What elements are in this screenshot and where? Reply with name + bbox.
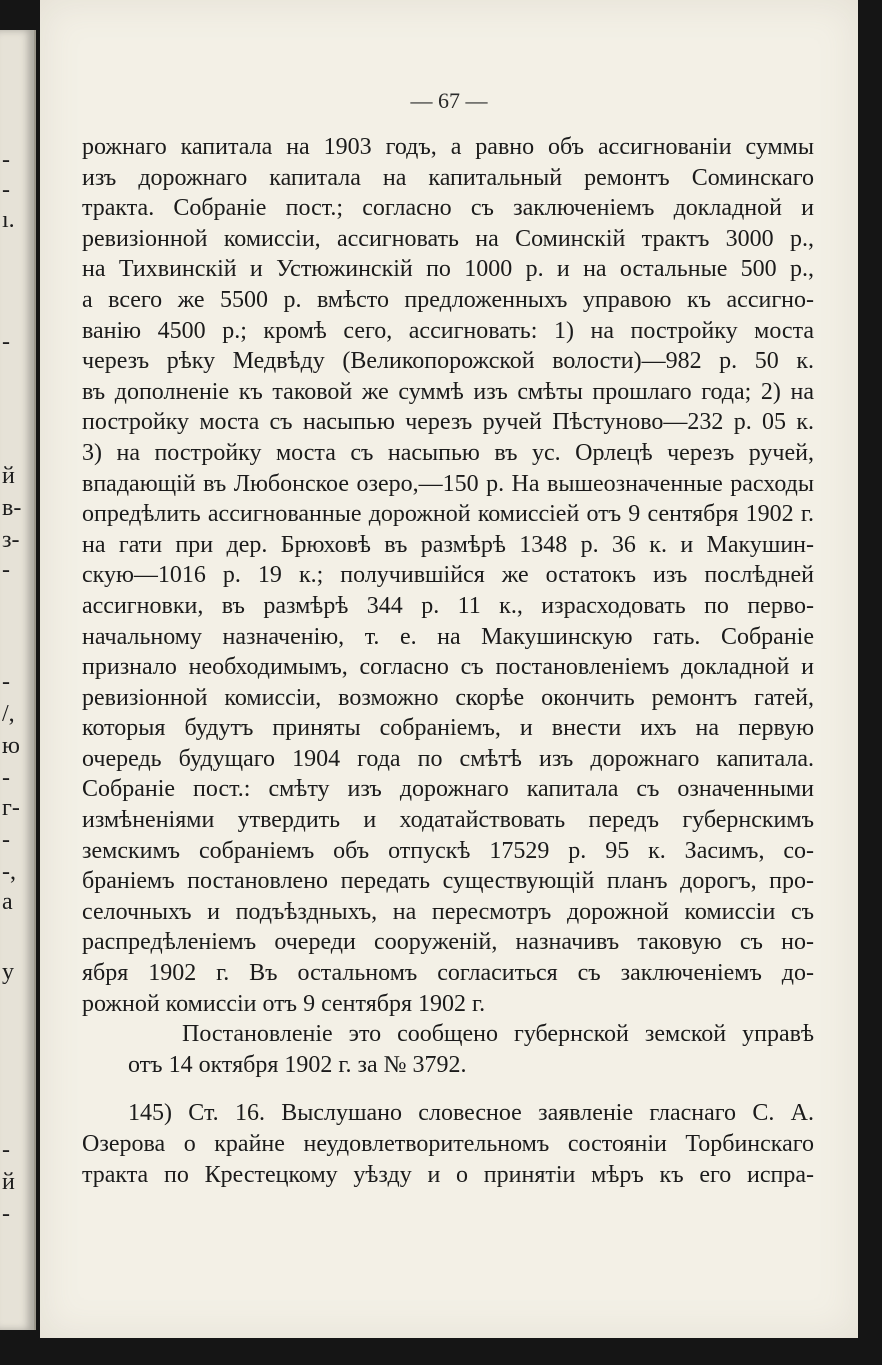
margin-fragment: -	[2, 1201, 10, 1227]
text-line: опредѣлить ассигнованные дорожной комиссiей отъ 9 сентября 1902 г.	[82, 501, 814, 528]
margin-fragment: й	[2, 463, 15, 489]
body-text	[82, 132, 814, 1190]
text-line: 3) на постройку моста съ насыпью въ ус. Орлецѣ черезъ ручей,	[82, 439, 814, 466]
text-line: ября 1902 г. Въ остальномъ согласиться съ заключенiемъ до-	[82, 960, 814, 987]
margin-fragment: -	[2, 177, 10, 203]
text-line: рожнаго капитала на 1903 годъ, а равно объ ассигнованiи суммы	[82, 134, 814, 160]
text-line: тракта. Собранiе пост.; согласно съ заключенiемъ докладной и	[82, 195, 814, 222]
margin-fragment: у	[2, 959, 14, 985]
text-line: а всего же 5500 р. вмѣсто предложенныхъ управою къ ассигно-	[82, 286, 814, 313]
margin-fragment: -,	[2, 859, 16, 885]
margin-fragment: /,	[2, 701, 15, 727]
text-line: ревизiонной комиссiи, ассигновать на Соминскiй трактъ 3000 р.,	[82, 225, 814, 252]
text-line: которыя будутъ приняты собранiемъ, и внести ихъ на первую	[82, 715, 814, 742]
text-line: скую—1016 р. 19 к.; получившiйся же остатокъ изъ послѣдней	[82, 562, 814, 589]
text-line: признало необходимымъ, согласно съ постановленiемъ докладной и	[82, 654, 814, 681]
text-line: постройку моста съ насыпью черезъ ручей Пѣстуново—232 р. 05 к.	[82, 409, 814, 436]
margin-fragment: -	[2, 1137, 10, 1163]
text-line: впадающiй въ Любонское озеро,—150 р. На вышеозначенные расходы	[82, 470, 814, 497]
item-145-line: Озерова о крайне неудовлетворительномъ состоянiи Торбинскаго	[82, 1131, 814, 1157]
text-line: измѣненiями утвердить и ходатайствовать передъ губернскимъ	[82, 807, 814, 834]
text-line: очередь будущаго 1904 года по смѣтѣ изъ дорожнаго капитала.	[82, 745, 814, 772]
margin-fragment: -	[2, 147, 10, 173]
text-line: ревизiонной комиссiи, возможно скорѣе окончить ремонтъ гатей,	[82, 684, 814, 711]
text-line: ванiю 4500 р.; кромѣ сего, ассигновать: 1) на постройку моста	[82, 317, 814, 344]
text-line: распредѣленiемъ очереди сооруженiй, назначивъ таковую съ но-	[82, 929, 814, 956]
document-page	[40, 0, 858, 1338]
text-line: земскимъ собранiемъ объ отпускѣ 17529 р. 95 к. Засимъ, со-	[82, 837, 814, 864]
text-line: черезъ рѣку Медвѣду (Великопорожской волости)—982 р. 50 к.	[82, 348, 814, 375]
item-145-line: 145) Ст. 16. Выслушано словесное заявленiе гласнаго С. А.	[128, 1100, 814, 1127]
page-number: — 67 —	[410, 88, 488, 113]
margin-fragment: а	[2, 889, 13, 915]
margin-fragment: -	[2, 557, 10, 583]
text-line: рожной комиссiи отъ 9 сентября 1902 г.	[82, 990, 486, 1017]
margin-fragment: -	[2, 329, 10, 355]
text-line: на Тихвинскiй и Устюжинскiй по 1000 р. и на остальные 500 р.,	[82, 256, 814, 283]
margin-fragment: й	[2, 1169, 15, 1195]
margin-fragment: -	[2, 827, 10, 853]
text-line: на гати при дер. Брюховѣ въ размѣрѣ 1348 р. 36 к. и Макушин-	[82, 531, 814, 558]
text-line: въ дополненiе къ таковой же суммѣ изъ смѣты прошлаго года; 2) на	[82, 378, 814, 405]
resolution-line: отъ 14 октября 1902 г. за № 3792.	[128, 1051, 467, 1078]
text-line: ассигновки, въ размѣрѣ 344 р. 11 к., израсходовать по перво-	[82, 592, 814, 619]
margin-fragment: -	[2, 765, 10, 791]
left-page-edge	[0, 30, 36, 1330]
text-line: изъ дорожнаго капитала на капитальный ремонтъ Соминскаго	[82, 164, 814, 191]
text-line: Собранiе пост.: смѣту изъ дорожнаго капитала съ означенными	[82, 776, 814, 803]
item-145-line: тракта по Крестецкому уѣзду и о принятiи мѣръ къ его испра-	[82, 1161, 814, 1188]
margin-fragment: в-	[2, 495, 22, 521]
margin-fragment: ю	[2, 733, 20, 759]
text-line: бранiемъ постановлено передать существующiй планъ дорогъ, про-	[82, 868, 814, 895]
resolution-line: Постановленiе это сообщено губернской земской управѣ	[182, 1021, 814, 1048]
margin-fragment: г-	[2, 795, 20, 821]
text-line: начальному назначенiю, т. е. на Макушинскую гать. Собранiе	[82, 623, 814, 650]
margin-fragment: ı.	[2, 207, 15, 233]
margin-fragment: з-	[2, 527, 20, 553]
paragraph-gap	[82, 1080, 814, 1098]
text-line: селочныхъ и подъѣздныхъ, на пересмотръ дорожной комиссiи съ	[82, 898, 814, 925]
margin-fragment: -	[2, 669, 10, 695]
